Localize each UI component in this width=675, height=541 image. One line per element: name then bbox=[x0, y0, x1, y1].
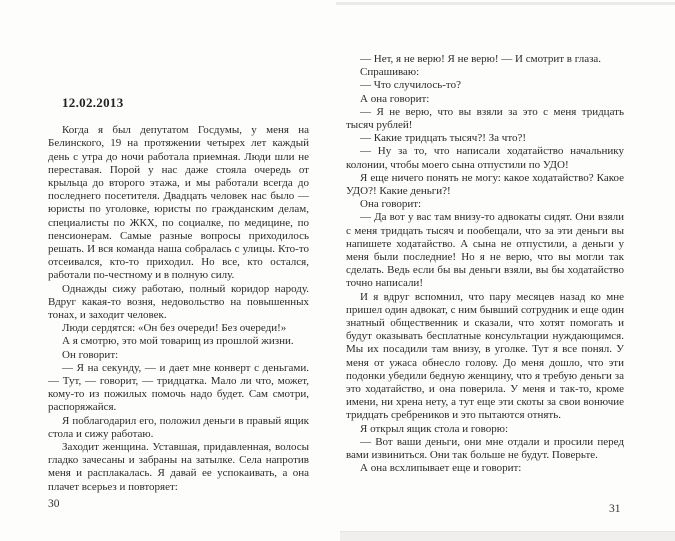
paragraph: Он говорит: bbox=[62, 348, 119, 361]
paragraph: Однажды сижу работаю, полный коридор народу. Вдруг какая-то возня, недовольство на повышенных тонах, и заходит человек. bbox=[48, 282, 309, 322]
paragraph: — Что случилось-то? bbox=[360, 79, 461, 92]
paragraph: — Вот ваши деньги, они мне отдали и просили перед вами извиниться. Они так больше не будут. Поверьте. bbox=[346, 435, 624, 462]
paragraph: Люди сердятся: «Он без очереди! Без очереди!» bbox=[62, 322, 287, 335]
scan-edge-top-artifact bbox=[336, 2, 675, 5]
paragraph: И я вдруг вспомнил, что пару месяцев назад ко мне пришел один адвокат, с ним бывший сотрудник и еще один знатный общественник и сказали, что хотят помогать и будут оказывать бесплатные консультации нуждающимся. Мы их посадили там внизу, в уголке. Тут я все понял. У меня от ужаса обнесло голову. До меня дошло, что эти подонки убедили бедную женщину, что я требую деньги за это ходатайство, и она поверила. У меня и так-то, кроме имени, ни хрена нету, а тут еще эти скоты за свои вонючие тридцать сребреников и это пытаются отнять. bbox=[346, 290, 624, 422]
entry-date-heading: 12.02.2013 bbox=[62, 95, 124, 110]
paragraph: Она говорит: bbox=[360, 198, 422, 211]
paragraph: Я открыл ящик стола и говорю: bbox=[360, 422, 509, 435]
paragraph: Когда я был депутатом Госдумы, у меня на Белинского, 19 на протяжении четырех лет каждый день с утра до ночи работала приемная. Люди шли не переставая. Порой у нас даже стояла очередь от крыльца до второго этажа, и мы работали всегда до последнего посетителя. Двадцать человек нас было — юристы по уголовке, юристы по гражданским делам, специалисты по ЖКХ, по социалке, по медицине, по пенсионерам. Самые разные вопросы приходилось решать. И вся команда наша собралась с улицы. Кто-то отсеивался, кто-то приходил. Но все, кто остался, работали по-честному и в полную силу. bbox=[48, 124, 309, 282]
left-page bbox=[48, 96, 309, 494]
left-page-number: 30 bbox=[48, 498, 60, 510]
right-page bbox=[346, 53, 624, 476]
paragraph: — Какие тридцать тысяч?! За что?! bbox=[360, 132, 527, 145]
right-page-text bbox=[346, 53, 624, 476]
paragraph: — Ну за то, что написали ходатайство начальнику колонии, чтобы моего сына отпустили по УДО! bbox=[346, 145, 624, 171]
paragraph: — Да вот у вас там внизу-то адвокаты сидят. Они взяли с меня тридцать тысяч и пообещали, что за эти деньги вы напишете ходатайство. А сына не отпустили, а деньги у меня были последние! Но я не верю, что вы могли так сделать. Ведь если бы вы деньги взяли, вы бы ходатайство точно написали! bbox=[346, 211, 624, 290]
paragraph: — Я на секунду, — и дает мне конверт с деньгами. — Тут, — говорит, — тридцатка. Мало ли что, может, кому-то из пожилых помочь надо будет. Сам смотри, распоряжайся. bbox=[48, 361, 309, 414]
right-page-number: 31 bbox=[609, 503, 621, 515]
paragraph: — Я не верю, что вы взяли за это с меня тридцать тысяч рублей! bbox=[346, 105, 624, 132]
paragraph: А она говорит: bbox=[360, 92, 430, 105]
paragraph: Я еще ничего понять не могу: какое ходатайство? Какое УДО?! Какие деньги?! bbox=[346, 171, 624, 198]
paragraph: Я поблагодарил его, положил деньги в правый ящик стола и сижу работаю. bbox=[48, 414, 309, 440]
left-page-text bbox=[48, 124, 309, 494]
paragraph: А она всхлипывает еще и говорит: bbox=[360, 462, 522, 475]
paragraph: А я смотрю, это мой товарищ из прошлой жизни. bbox=[62, 335, 294, 348]
paragraph: Заходит женщина. Уставшая, придавленная, волосы гладко зачесаны и забраны на затылке. Села напротив меня и расплакалась. Я давай ее успокаивать, а она плачет всерьез и повторяет: bbox=[48, 441, 309, 493]
paragraph: Спрашиваю: bbox=[360, 66, 420, 79]
paragraph: — Нет, я не верю! Я не верю! — И смотрит в глаза. bbox=[360, 53, 602, 65]
